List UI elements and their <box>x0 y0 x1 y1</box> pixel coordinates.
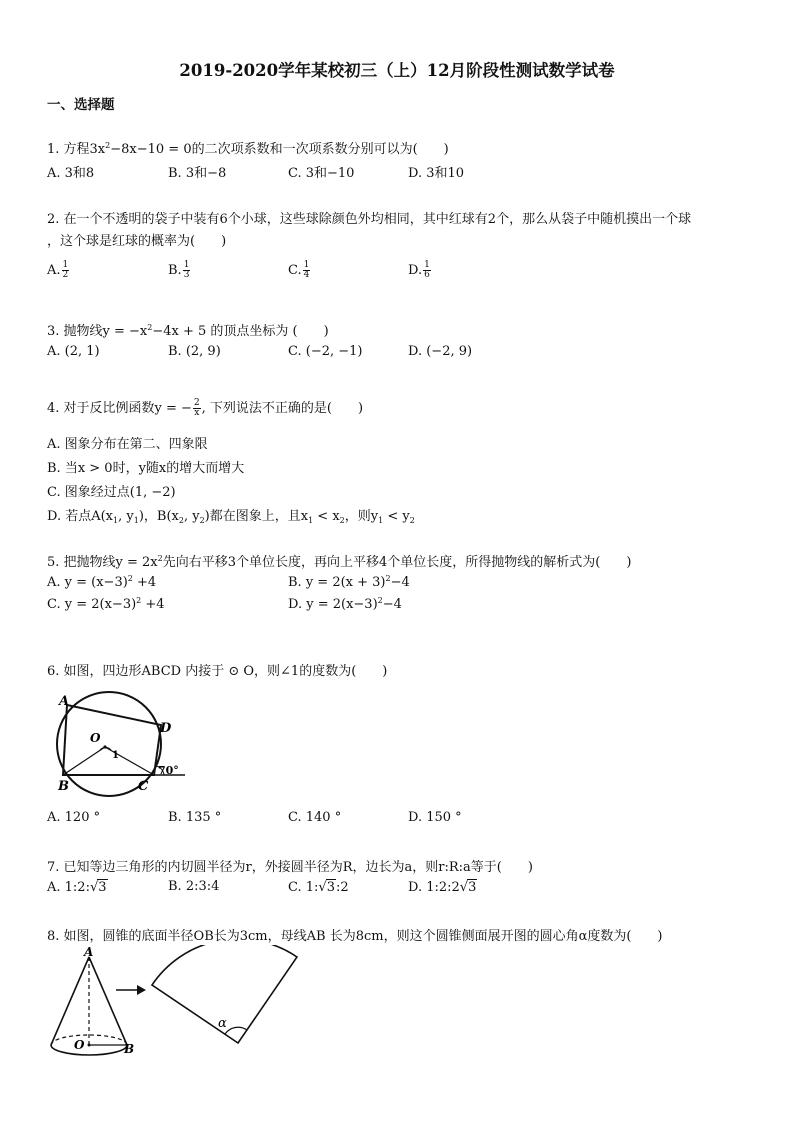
question-5-stem: 5. 把抛物线$y = 2x^2$先向右平移3个单位长度，再向上平移4个单位长度，所得抛物线的解析式为( ) <box>47 554 632 570</box>
question-7-stem: 7. 已知等边三角形的内切圆半径为r，外接圆半径为R，边长为a，则r:R:a等于( ) <box>47 860 533 875</box>
question-4-option-c: C. 图象经过点(1, −2) <box>47 485 176 500</box>
question-3-option-c: C. (−2, −1) <box>288 344 363 359</box>
label-d: D <box>160 721 172 736</box>
label-c: C <box>138 779 149 794</box>
question-1-option-d: D. 3和10 <box>408 166 465 181</box>
question-5-option-a: A. $y = (x-3)^2 +4$ <box>47 574 157 590</box>
question-8-stem: 8. 如图，圆锥的底面半径OB长为3cm，母线AB 长为8cm，则这个圆锥侧面展开图的圆心角α度数为( ) <box>47 929 663 944</box>
question-6-option-c: C. 140 ° <box>288 810 342 825</box>
question-4-option-b: B. 当x > 0时，y随x的增大而增大 <box>47 461 245 476</box>
question-6-option-a: A. 120 ° <box>47 810 101 825</box>
question-6-option-d: D. 150 ° <box>408 810 462 825</box>
label-b: B <box>124 1042 135 1056</box>
question-1-option-b: B. 3和−8 <box>168 166 227 181</box>
question-7-option-a: A. 1:2:√3 <box>47 880 107 895</box>
question-2-option-b: B. $\frac{1}{3}$ <box>168 260 190 280</box>
question-3-option-a: A. (2, 1) <box>47 344 100 359</box>
section-heading: 一、选择题 <box>47 97 115 113</box>
question-5-option-c: C. $y = 2(x-3)^2 +4$ <box>47 596 165 612</box>
question-8-figure <box>40 945 300 1060</box>
page-title: 2019-2020学年某校初三（上）12月阶段性测试数学试卷 <box>179 61 615 80</box>
label-angle-1: 1 <box>112 750 119 761</box>
alpha-arc <box>225 1027 247 1034</box>
arrow-right-icon <box>137 985 146 995</box>
question-2-option-d: D. $\frac{1}{6}$ <box>408 260 430 280</box>
label-o: O <box>74 1038 85 1052</box>
question-6-stem: 6. 如图，四边形ABCD 内接于 ⊙ O，则∠1的度数为( ) <box>47 664 388 679</box>
question-4-option-a: A. 图象分布在第二、四象限 <box>47 437 208 452</box>
question-4-option-d: D. 若点$A(x_1$, $y_1$)，$B(x_2$, $y_2$)都在图象上，且$x_1 < x_2$，则$y_1 < y_2$ <box>47 509 415 525</box>
question-2-stem-line2: ，这个球是红球的概率为( ) <box>47 234 227 249</box>
question-4-stem: 4. 对于反比例函数y = − $\frac{2}{x}$ , 下列说法不正确的是( ) <box>47 398 364 418</box>
question-2-option-c: C. $\frac{1}{4}$ <box>288 260 310 280</box>
cone-generatrix-ab <box>89 957 127 1045</box>
label-b: B <box>58 779 69 794</box>
question-7-option-c: C. 1:√3:2 <box>288 880 349 895</box>
label-a: A <box>84 945 94 959</box>
question-1-option-a: A. 3和8 <box>47 166 95 181</box>
label-o: O <box>90 731 101 745</box>
question-5-option-b: B. $y = 2(x + 3)^2-4$ <box>288 574 410 590</box>
question-1-option-c: C. 3和−10 <box>288 166 355 181</box>
question-1-stem: 1. 方程$3x^2-8x-10 = 0$的二次项系数和一次项系数分别可以为( ) <box>47 141 449 157</box>
question-6-option-b: B. 135 ° <box>168 810 222 825</box>
label-a: A <box>59 694 70 709</box>
question-7-option-d: D. 1:2:2√3 <box>408 880 477 895</box>
label-70-degrees: 70° <box>158 764 179 777</box>
question-6-figure <box>40 688 200 800</box>
question-3-stem: 3. 抛物线$y = -x^2-4x + 5$ 的顶点坐标为 ( ) <box>47 323 329 339</box>
segment-ob <box>63 747 105 775</box>
question-2-option-a: A. $\frac{1}{2}$ <box>47 260 69 280</box>
cone-left-generatrix <box>51 957 89 1045</box>
question-7-option-b: B. 2:3:4 <box>168 879 220 894</box>
question-5-option-d: D. $y = 2(x-3)^2-4$ <box>288 596 402 612</box>
base-center-o <box>88 1044 91 1047</box>
label-alpha: α <box>218 1016 227 1031</box>
question-2-stem-line1: 2. 在一个不透明的袋子中装有6个小球，这些球除颜色外均相同，其中红球有2个，那么从袋子中随机摸出一个球 <box>47 212 692 227</box>
question-3-option-b: B. (2, 9) <box>168 344 221 359</box>
question-3-option-d: D. (−2, 9) <box>408 344 473 359</box>
